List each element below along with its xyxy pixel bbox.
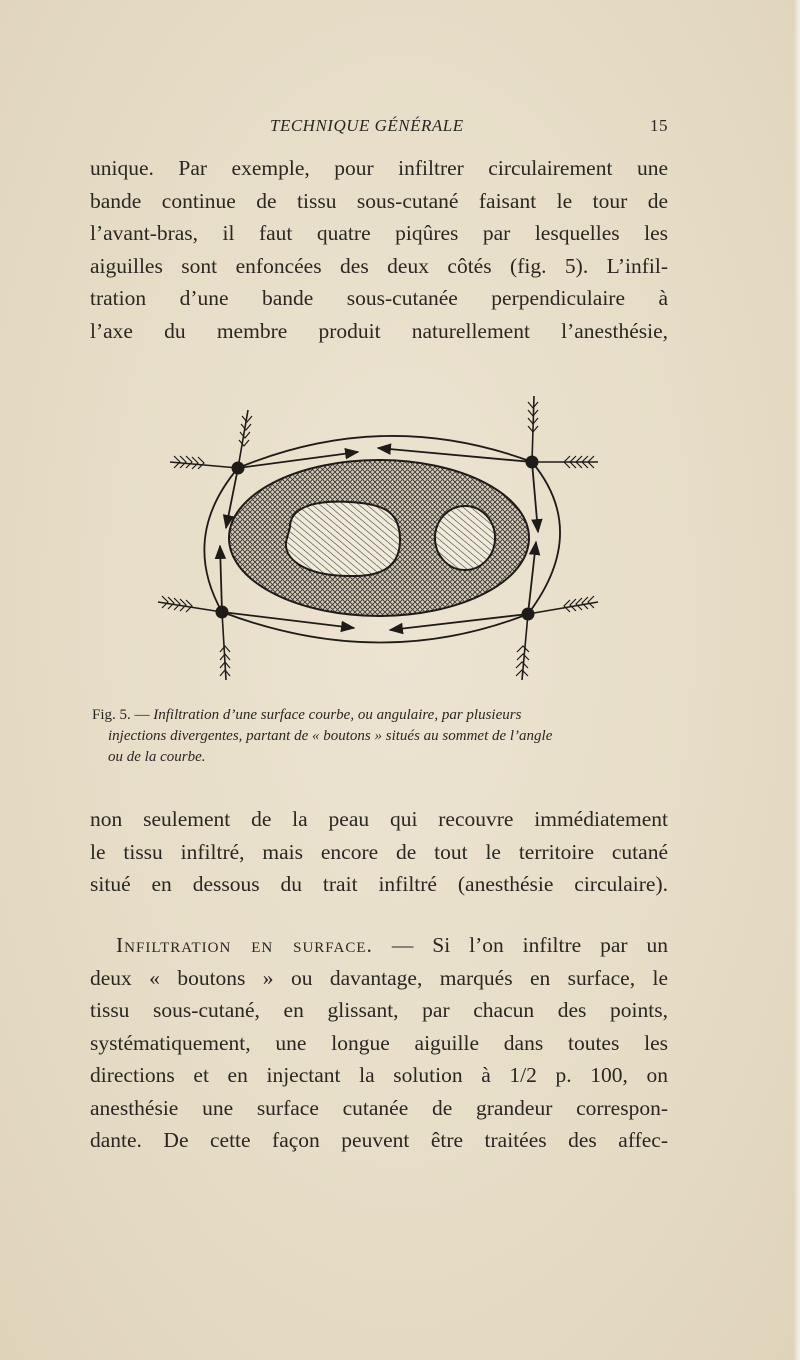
- section-heading: Infiltration en surface.: [116, 933, 373, 957]
- caption-text: Infiltration d’une surface courbe, ou angulaire, par plusieurs: [153, 707, 522, 723]
- text-line: deux « boutons » ou davantage, marqués en surface, le: [90, 965, 668, 990]
- figure-caption: [92, 705, 668, 768]
- text-line: tissu sous-cutané, en glissant, par chacun des points,: [90, 998, 668, 1022]
- paragraph-2: [90, 803, 668, 901]
- running-head: [90, 116, 668, 142]
- text-line: tration d’une bande sous-cutanée perpendiculaire à: [90, 286, 668, 310]
- text-line: le tissu infiltré, mais encore de tout le territoire cutané: [90, 839, 668, 864]
- text-line: aiguilles sont enfoncées des deux côtés (fig. 5). L’infil-: [90, 253, 668, 278]
- caption-line: ou de la courbe.: [108, 749, 206, 765]
- caption-line: [92, 705, 668, 726]
- paragraph-1: [90, 152, 668, 347]
- running-title: TECHNIQUE GÉNÉRALE: [270, 116, 464, 135]
- text-line: l’avant-bras, il faut quatre piqûres par lesquelles les: [90, 221, 668, 245]
- text-line: directions et en injectant la solution à 1/2 p. 100, on: [90, 1063, 668, 1087]
- paragraph-3: [90, 929, 668, 1157]
- figure-label: Fig. 5.: [92, 707, 131, 723]
- page-edge: [794, 0, 800, 1360]
- limb-cross-section: [229, 460, 529, 616]
- text-line: anesthésie une surface cutanée de grandeur correspon-: [90, 1095, 668, 1120]
- text-line: dante. De cette façon peuvent être traitées des affec-: [90, 1128, 668, 1152]
- text-line: systématiquement, une longue aiguille dans toutes les: [90, 1030, 668, 1055]
- text-line: l’axe du membre produit naturellement l’anesthésie,: [90, 318, 668, 343]
- text-line: situé en dessous du trait infiltré (anesthésie circulaire).: [90, 872, 668, 896]
- text-line: unique. Par exemple, pour infiltrer circulairement une: [90, 156, 668, 180]
- heading-continuation: — Si l’on infiltre par un: [391, 933, 668, 957]
- text-line: non seulement de la peau qui recouvre immédiatement: [90, 807, 668, 831]
- text-line: bande continue de tissu sous-cutané faisant le tour de: [90, 188, 668, 213]
- caption-line: injections divergentes, partant de « boutons » situés au sommet de l’angle: [108, 728, 553, 744]
- text-line-first: [90, 929, 668, 962]
- figure-5-diagram: [150, 382, 620, 692]
- page-number: 15: [650, 116, 668, 135]
- caption-dash: —: [134, 707, 150, 723]
